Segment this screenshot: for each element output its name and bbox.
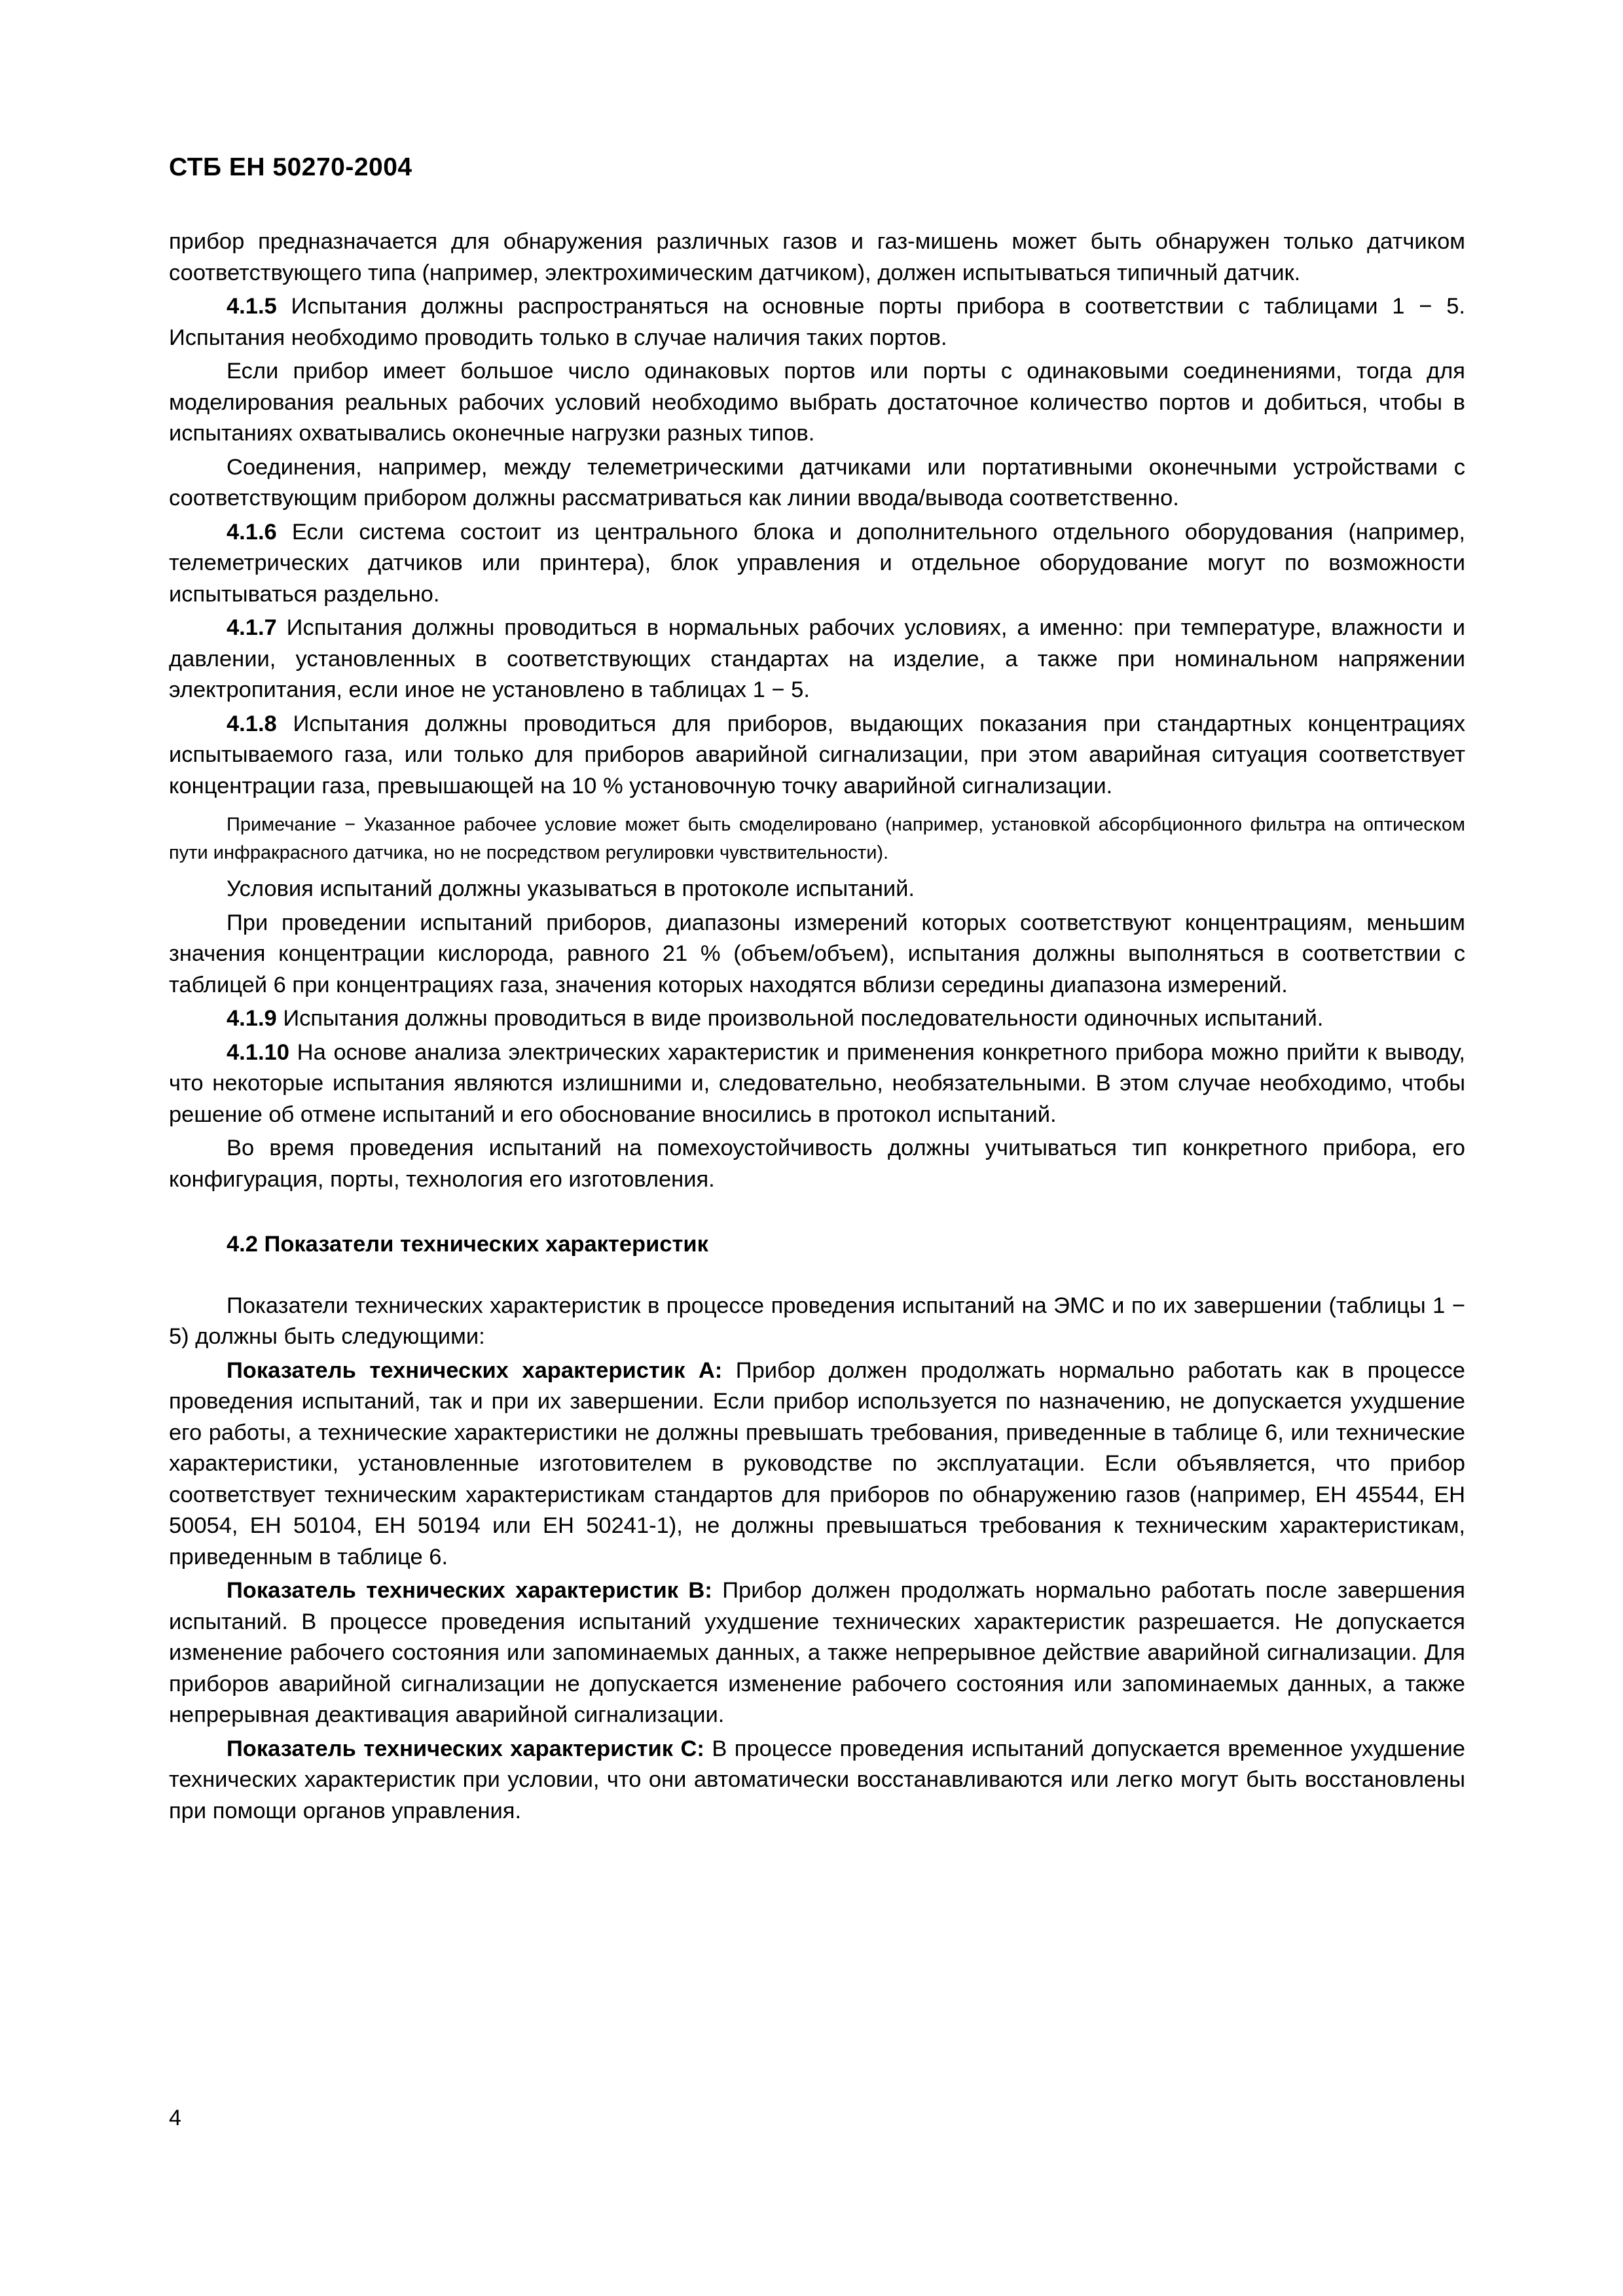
paragraph-criterion-c <box>169 1734 1465 1827</box>
paragraph-4-1-8-c: При проведении испытаний приборов, диапазоны измерений которых соответствуют концентрациям, меньшим значения концентрации кислорода, равного 21 % (объем/объем), испытания должны выполняться в соответствии с таблицей 6 при концентрациях газа, значения которых находятся вблизи середины диапазона измерений. <box>169 910 1465 997</box>
criterion-a-text: Прибор должен продолжать нормально работать как в процессе проведения испытаний, так и при их завершении. Если прибор используется по назначению, не допускается ухудшение его работы, а технические характеристики не должны превышать требования, приведенные в таблице 6, или технические характеристики, установленные изготовителем в руководстве по эксплуатации. Если объявляется, что прибор соответствует техническим характеристикам стандартов для приборов по обнаружению газов (например, ЕН 45544, ЕН 50054, ЕН 50104, ЕН 50194 или ЕН 50241-1), не должны превышаться требования к техническим характеристикам, приведенным в таблице 6. <box>169 1357 1465 1570</box>
clause-text-4-1-10: На основе анализа электрических характеристик и применения конкретного прибора можно прийти к выводу, что некоторые испытания являются излишними и, следовательно, необязательными. В этом случае необходимо, чтобы решение об отмене испытаний и его обоснование вносились в протокол испытаний. <box>169 1039 1465 1127</box>
paragraph-4-1-10-b: Во время проведения испытаний на помехоустойчивость должны учитываться тип конкретного прибора, его конфигурация, порты, технология его изготовления. <box>169 1136 1465 1192</box>
paragraph-4-1-6 <box>169 517 1465 611</box>
paragraph-4-2-intro: Показатели технических характеристик в процессе проведения испытаний на ЭМС и по их завершении (таблицы 1 − 5) должны быть следующими: <box>169 1293 1465 1349</box>
paragraph-intro: прибор предназначается для обнаружения различных газов и газ-мишень может быть обнаружен только датчиком соответствующего типа (например, электрохимическим датчиком), должен испытываться типичный датчик. <box>169 229 1465 285</box>
paragraph-4-1-8 <box>169 709 1465 802</box>
criterion-b-label: Показатель технических характеристик В: <box>227 1578 712 1603</box>
paragraph-criterion-a <box>169 1355 1465 1573</box>
clause-number-4-1-6: 4.1.6 <box>227 519 277 545</box>
page-number: 4 <box>169 2106 181 2130</box>
paragraph-4-1-7 <box>169 613 1465 706</box>
section-heading-4-2: 4.2 Показатели технических характеристик <box>227 1232 708 1257</box>
criterion-a-label: Показатель технических характеристик А: <box>227 1357 723 1383</box>
clause-number-4-1-7: 4.1.7 <box>227 615 277 640</box>
document-code-header: СТБ ЕН 50270-2004 <box>169 153 412 181</box>
clause-text-4-1-7: Испытания должны проводиться в нормальных рабочих условиях, а именно: при температуре, влажности и давлении, установленных в соответствующих стандартах на изделие, а также при номинальном напряжении электропитания, если иное не установлено в таблицах 1 − 5. <box>169 615 1465 702</box>
page-body <box>169 226 1465 1827</box>
clause-number-4-1-9: 4.1.9 <box>227 1006 277 1031</box>
criterion-b-text: Прибор должен продолжать нормально работать после завершения испытаний. В процессе проведения испытаний ухудшение технических характеристик разрешается. Не допускается изменение рабочего состояния или запоминаемых данных, а также непрерывное действие аварийной сигнализации. Для приборов аварийной сигнализации не допускается изменение рабочего состояния или запоминаемых данных, а также непрерывная деактивация аварийной сигнализации. <box>169 1578 1465 1727</box>
paragraph-4-1-5-b: Если прибор имеет большое число одинаковых портов или порты с одинаковыми соединениями, тогда для моделирования реальных рабочих условий необходимо выбрать достаточное количество портов и добиться, чтобы в испытаниях охватывались оконечные нагрузки разных типов. <box>169 359 1465 446</box>
note-text: Примечание − Указанное рабочее условие может быть смоделировано (например, установкой абсорбционного фильтра на оптическом пути инфракрасного датчика, но не посредством регулировки чувствительности). <box>169 814 1465 863</box>
clause-text-4-1-6: Если система состоит из центрального блока и дополнительного отдельного оборудования (например, телеметрических датчиков или принтера), блок управления и отдельное оборудование могут по возможности испытываться раздельно. <box>169 519 1465 607</box>
clause-text-4-1-5: Испытания должны распространяться на основные порты прибора в соответствии с таблицами 1 − 5. Испытания необходимо проводить только в случае наличия таких портов. <box>169 294 1465 350</box>
criterion-c-text: В процессе проведения испытаний допускается временное ухудшение технических характеристик при условии, что они автоматически восстанавливаются или легко могут быть восстановлены при помощи органов управления. <box>169 1736 1465 1823</box>
paragraph-4-1-10 <box>169 1037 1465 1131</box>
clause-number-4-1-10: 4.1.10 <box>227 1039 289 1065</box>
paragraph-4-1-5-c: Соединения, например, между телеметрическими датчиками или портативными оконечными устройствами с соответствующим прибором должны рассматриваться как линии ввода/вывода соответственно. <box>169 454 1465 511</box>
paragraph-criterion-b <box>169 1575 1465 1731</box>
clause-number-4-1-5: 4.1.5 <box>227 294 277 319</box>
clause-text-4-1-8: Испытания должны проводиться для приборов, выдающих показания при стандартных концентрациях испытываемого газа, или только для приборов аварийной сигнализации, при этом аварийная ситуация соответствует концентрации газа, превышающей на 10 % установочную точку аварийной сигнализации. <box>169 711 1465 798</box>
clause-text-4-1-9: Испытания должны проводиться в виде произвольной последовательности одиночных испытаний. <box>276 1006 1324 1031</box>
paragraph-4-1-5 <box>169 291 1465 353</box>
paragraph-4-1-8-b: Условия испытаний должны указываться в протоколе испытаний. <box>227 876 915 901</box>
clause-number-4-1-8: 4.1.8 <box>227 711 277 736</box>
paragraph-4-1-9 <box>169 1003 1465 1035</box>
criterion-c-label: Показатель технических характеристик С: <box>227 1736 704 1761</box>
